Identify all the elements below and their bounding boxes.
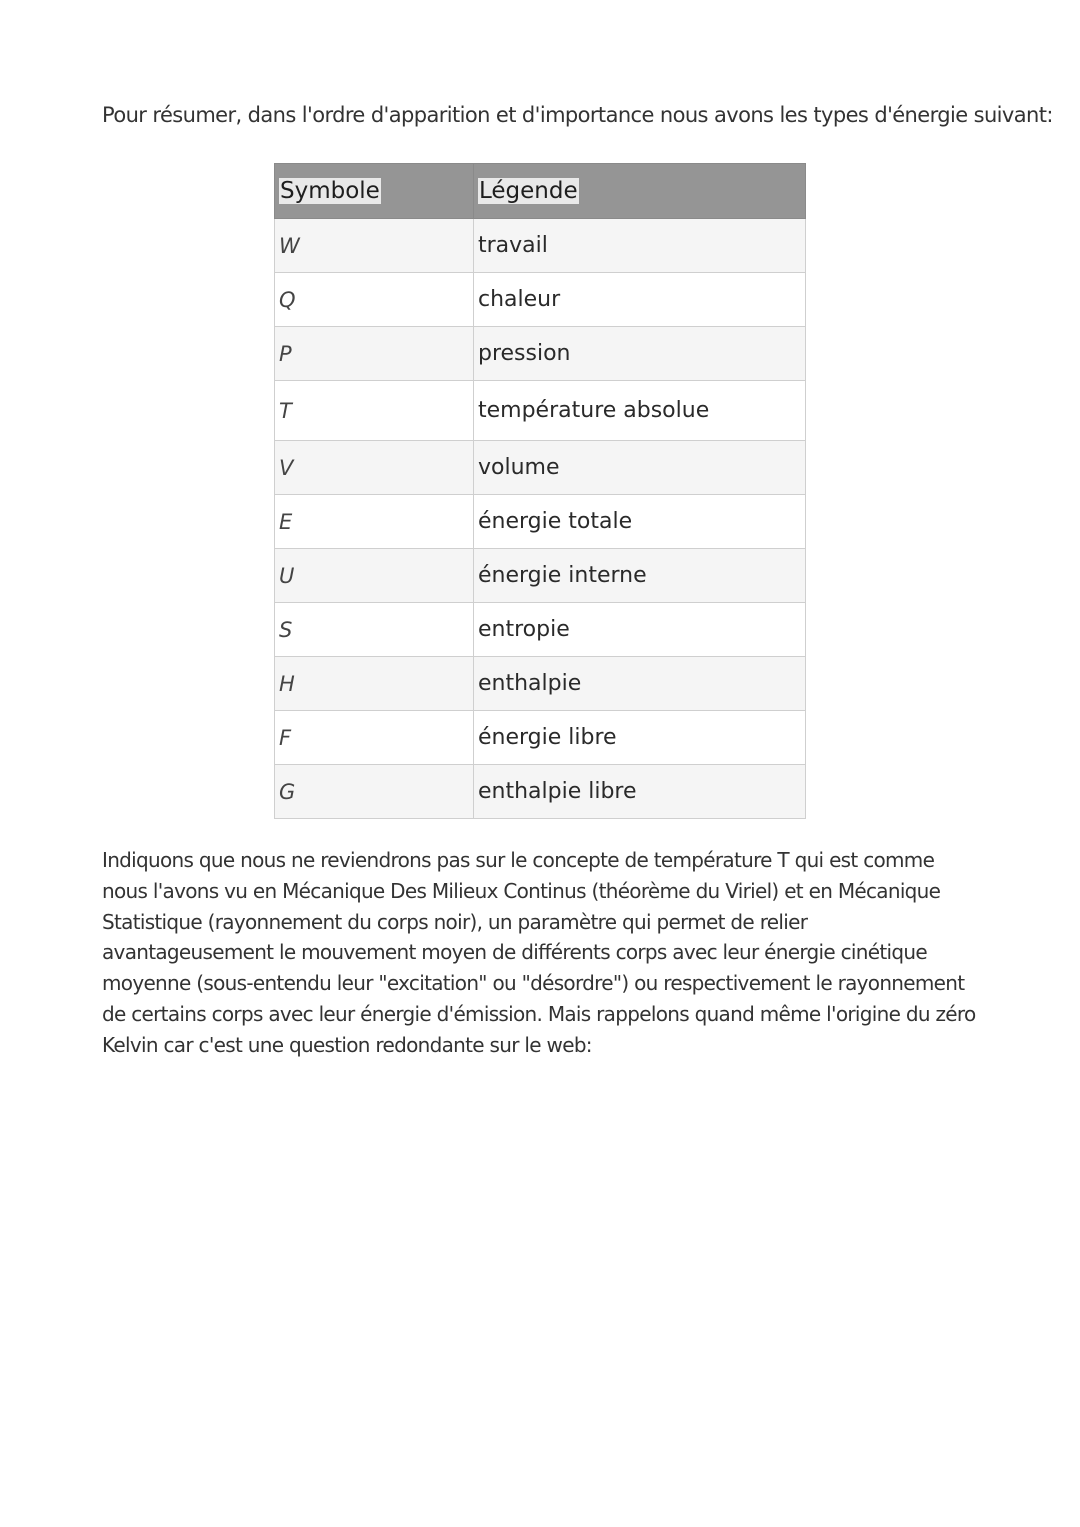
- table-row: [275, 495, 806, 549]
- symbol-cell: S: [275, 603, 474, 657]
- symbol-cell: W: [275, 219, 474, 273]
- legend-cell: pression: [474, 327, 806, 381]
- symbol-cell: V: [275, 441, 474, 495]
- legend-cell: enthalpie: [474, 657, 806, 711]
- legend-cell: température absolue: [474, 381, 806, 441]
- header-symbol: Symbole: [275, 164, 474, 219]
- symbol-cell: U: [275, 549, 474, 603]
- symbol-cell: F: [275, 711, 474, 765]
- table-row: [275, 765, 806, 819]
- symbol-cell: P: [275, 327, 474, 381]
- energy-types-table: [274, 163, 806, 819]
- table-row: [275, 219, 806, 273]
- body-paragraph: Indiquons que nous ne reviendrons pas sur le concepte de température T qui est comme nous l'avons vu en Mécanique Des Milieux Continus (théorème du Viriel) et en Mécanique Statistique (rayonnement du corps noir), un paramètre qui permet de relier avantageusement le mouvement moyen de différents corps avec leur énergie cinétique moyenne (sous-entendu leur "excitation" ou "désordre") ou respectivement le rayonnement de certains corps avec leur énergie d'émission. Mais rappelons quand même l'origine du zéro Kelvin car c'est une question redondante sur le web:: [102, 848, 976, 1057]
- legend-cell: énergie interne: [474, 549, 806, 603]
- legend-cell: volume: [474, 441, 806, 495]
- legend-cell: enthalpie libre: [474, 765, 806, 819]
- table-row: [275, 327, 806, 381]
- legend-cell: chaleur: [474, 273, 806, 327]
- intro-text: Pour résumer, dans l'ordre d'apparition et d'importance nous avons les types d'énergie suivant:: [102, 103, 1053, 127]
- table-row: [275, 657, 806, 711]
- symbol-cell: E: [275, 495, 474, 549]
- legend-cell: entropie: [474, 603, 806, 657]
- table-row: [275, 603, 806, 657]
- table-row: [275, 273, 806, 327]
- symbol-cell: H: [275, 657, 474, 711]
- legend-cell: travail: [474, 219, 806, 273]
- table-row: [275, 711, 806, 765]
- table-row: [275, 549, 806, 603]
- symbol-cell: Q: [275, 273, 474, 327]
- symbol-cell: G: [275, 765, 474, 819]
- table-header-row: [275, 164, 806, 219]
- legend-cell: énergie libre: [474, 711, 806, 765]
- legend-cell: énergie totale: [474, 495, 806, 549]
- table-row: [275, 381, 806, 441]
- header-legend: Légende: [474, 164, 806, 219]
- symbol-cell: T: [275, 381, 474, 441]
- table-row: [275, 441, 806, 495]
